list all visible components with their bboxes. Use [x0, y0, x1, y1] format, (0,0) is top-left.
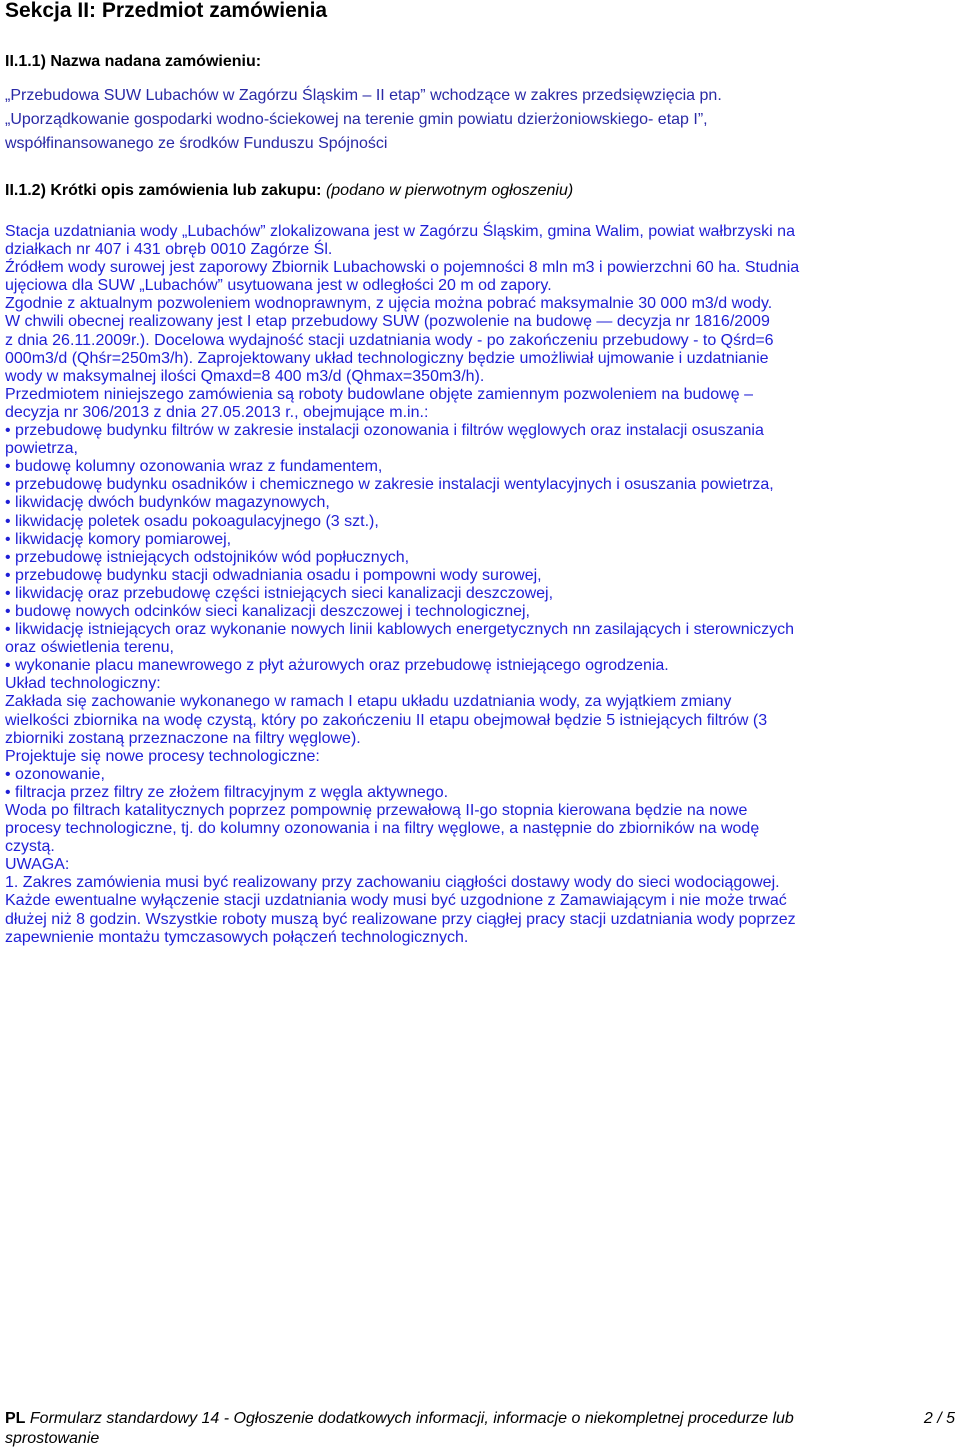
description-line: UWAGA: — [5, 856, 70, 874]
description-line: 000m3/d (Qhśr=250m3/h). Zaprojektowany układ technologiczny będzie umożliwiał ujmowanie i uzdatnianie — [5, 349, 769, 367]
footer-language: PL — [5, 1410, 26, 1427]
description-line: • likwidację komory pomiarowej, — [5, 530, 232, 548]
contract-name-line: „Uporządkowanie gospodarki wodno-ściekowej na terenie gmin powiatu dzierżoniowskiego- etap I”, — [5, 111, 708, 128]
description-line: • przebudowę budynku osadników i chemicznego w zakresie instalacji wentylacyjnych i osuszania powietrza, — [5, 476, 774, 494]
description-line: zapewnienie montażu tymczasowych połączeń technologicznych. — [5, 928, 469, 946]
description-line: • ozonowanie, — [5, 765, 105, 783]
page-footer — [5, 1409, 957, 1449]
footer-form-name: Formularz standardowy 14 - Ogłoszenie dodatkowych informacji, informacje o niekompletnej procedurze lub — [29, 1410, 794, 1427]
description-line: • wykonanie placu manewrowego z płyt ażurowych oraz przebudowę istniejącego ogrodzenia. — [5, 657, 669, 675]
description-line: Każde ewentualne wyłączenie stacji uzdatniania wody musi być uzgodnione z Zamawiającym i nie może trwać — [5, 892, 787, 910]
heading-short-description-hint: (podano w pierwotnym ogłoszeniu) — [325, 182, 574, 199]
description-line: Układ technologiczny: — [5, 675, 161, 693]
description-line: W chwili obecnej realizowany jest I etap przebudowy SUW (pozwolenie na budowę — decyzja nr 1816/2009 — [5, 313, 770, 331]
description-line: procesy technologiczne, tj. do kolumny ozonowania i na filtry węglowe, a następnie do zbiorników na wodę — [5, 820, 760, 838]
description-line: czystą. — [5, 838, 55, 856]
heading-contract-name: II.1.1) Nazwa nadana zamówieniu: — [5, 53, 262, 70]
description-line: zbiorniki zostaną przeznaczone na filtry węglowe). — [5, 729, 361, 747]
description-line: powietrza, — [5, 440, 78, 458]
description-block — [5, 223, 957, 947]
contract-name-line: „Przebudowa SUW Lubachów w Zagórzu Śląskim – II etap” wchodzące w zakres przedsięwzięcia pn. — [5, 87, 722, 104]
description-line: dłużej niż 8 godzin. Wszystkie roboty muszą być realizowane przy ciągłej pracy stacji uzdatniania wody poprzez — [5, 910, 796, 928]
description-line: wody w maksymalnej ilości Qmaxd=8 400 m3/d (Qhmax=350m3/h). — [5, 367, 485, 385]
description-line: • budowę kolumny ozonowania wraz z fundamentem, — [5, 458, 383, 476]
footer-form-name-continued: sprostowanie — [5, 1430, 100, 1447]
description-line: • filtracja przez filtry ze złożem filtracyjnym z węgla aktywnego. — [5, 783, 449, 801]
description-line: z dnia 26.11.2009r.). Docelowa wydajność stacji uzdatniania wody - po zakończeniu przebudowy - to Qśrd=6 — [5, 331, 774, 349]
description-line: • przebudowę budynku stacji odwadniania osadu i pompowni wody surowej, — [5, 566, 542, 584]
description-line: Źródłem wody surowej jest zaporowy Zbiornik Lubachowski o pojemności 8 mln m3 i powierzchni 60 ha. Studnia — [5, 259, 800, 277]
description-line: Projektuje się nowe procesy technologiczne: — [5, 747, 320, 765]
section-title: Sekcja II: Przedmiot zamówienia — [5, 0, 328, 22]
description-line: Zgodnie z aktualnym pozwoleniem wodnoprawnym, z ujęcia można pobrać maksymalnie 30 000 m3/d wody. — [5, 295, 773, 313]
description-line: • budowę nowych odcinków sieci kanalizacji deszczowej i technologicznej, — [5, 602, 530, 620]
description-line: • przebudowę budynku filtrów w zakresie instalacji ozonowania i filtrów węglowych oraz instalacji osuszania — [5, 422, 764, 440]
description-line: • przebudowę istniejących odstojników wód popłucznych, — [5, 548, 410, 566]
description-line: oraz oświetlenia terenu, — [5, 639, 174, 657]
footer-page-number: 2 / 5 — [923, 1410, 955, 1427]
description-line: działkach nr 407 i 431 obręb 0010 Zagórze Śl. — [5, 241, 333, 259]
description-line: decyzja nr 306/2013 z dnia 27.05.2013 r., obejmujące m.in.: — [5, 403, 429, 421]
description-line: wielkości zbiornika na wodę czystą, który po zakończeniu II etapu obejmował będzie 5 istniejących filtrów (3 — [5, 711, 768, 729]
description-line: • likwidację poletek osadu pokoagulacyjnego (3 szt.), — [5, 512, 379, 530]
description-line: Woda po filtrach katalitycznych poprzez pompownię przewałową II-go stopnia kierowana będzie na nowe — [5, 802, 748, 819]
description-line: • likwidację istniejących oraz wykonanie nowych linii kablowych energetycznych nn zasilających i sterowniczych — [5, 621, 795, 639]
contract-name-block — [5, 84, 955, 156]
description-line: • likwidację dwóch budynków magazynowych, — [5, 494, 330, 512]
description-line: ujęciowa dla SUW „Lubachów” usytuowana jest w odległości 20 m od zapory. — [5, 277, 552, 295]
description-line: Stacja uzdatniania wody „Lubachów” zlokalizowana jest w Zagórzu Śląskim, gmina Walim, powiat wałbrzyski na — [5, 223, 795, 240]
contract-name-line: współfinansowanego ze środków Funduszu Spójności — [5, 135, 388, 152]
heading-short-description — [5, 181, 573, 201]
description-line: • likwidację oraz przebudowę części istniejących sieci kanalizacji deszczowej, — [5, 584, 554, 602]
description-line: Przedmiotem niniejszego zamówienia są roboty budowlane objęte zamiennym pozwoleniem na budowę – — [5, 385, 753, 403]
description-line: 1. Zakres zamówienia musi być realizowany przy zachowaniu ciągłości dostawy wody do sieci wodociągowej. — [5, 874, 780, 892]
heading-short-description-label: II.1.2) Krótki opis zamówienia lub zakupu: — [5, 182, 322, 199]
description-line: Zakłada się zachowanie wykonanego w ramach I etapu układu uzdatniania wody, za wyjątkiem zmiany — [5, 693, 732, 711]
